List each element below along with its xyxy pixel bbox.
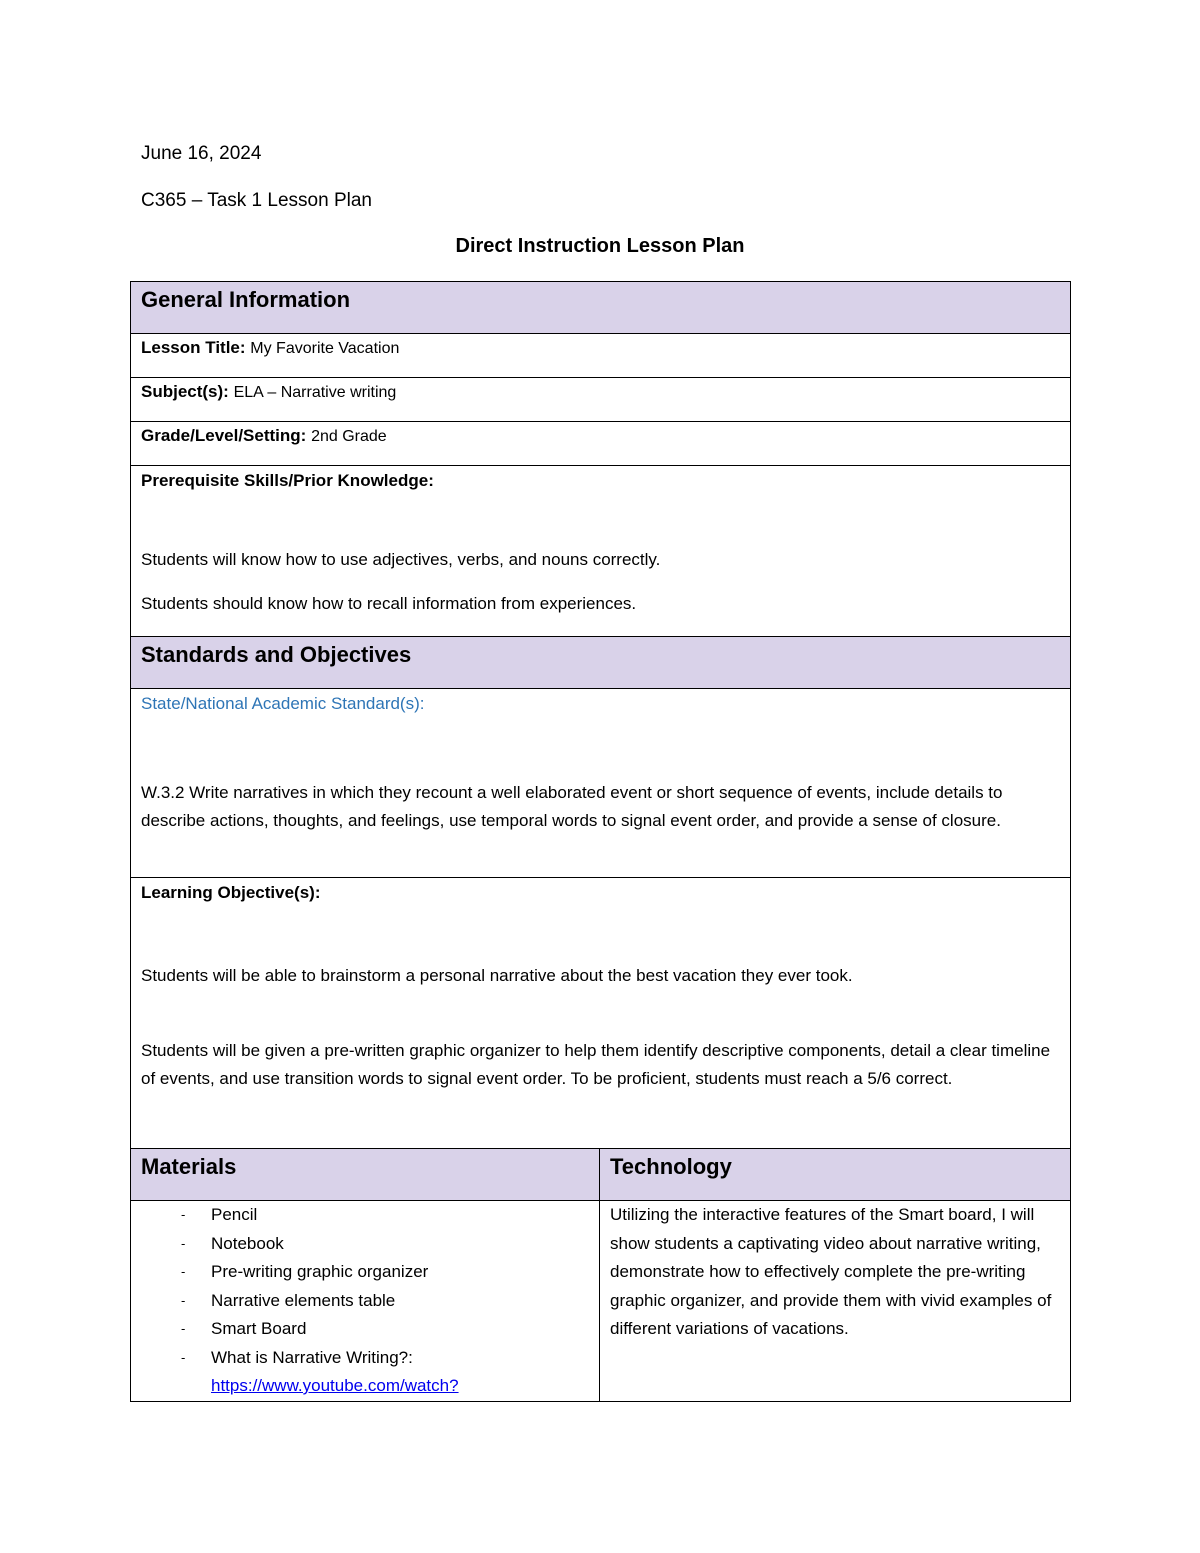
prerequisite-row [131,466,1071,637]
prerequisite-line: Students will know how to use adjectives, verbs, and nouns correctly. [141,550,661,569]
materials-technology-row [131,1201,1071,1402]
lesson-title-label: Lesson Title: [141,338,246,357]
lesson-plan-table [130,281,1071,1402]
grade-label: Grade/Level/Setting: [141,426,307,445]
subjects-row [131,378,1071,422]
list-item: - Smart Board [171,1315,589,1344]
general-information-header-row [131,282,1071,334]
document-title: Direct Instruction Lesson Plan [455,235,745,257]
academic-standard-row [131,689,1071,878]
grade-value: 2nd Grade [311,428,387,445]
course-label: C365 – Task 1 Lesson Plan [141,190,372,211]
lesson-title-value: My Favorite Vacation [250,340,400,357]
general-information-heading: General Information [141,287,351,312]
standards-objectives-header-row [131,637,1071,689]
materials-heading: Materials [141,1154,237,1179]
list-item: - Pre-writing graphic organizer [171,1258,589,1287]
list-item: - Pencil [171,1201,589,1230]
list-item: - What is Narrative Writing?: [171,1344,589,1373]
technology-text: Utilizing the interactive features of the Smart board, I will show students a captivating video about narrative writing, demonstrate how to effectively complete the pre-writing graphic organizer, and provide them with vivid examples of different variations of vacations. [610,1205,1052,1338]
learning-objective-row [131,878,1071,1149]
lesson-title-row [131,334,1071,378]
academic-standard-label: State/National Academic Standard(s): [141,694,425,713]
grade-row [131,422,1071,466]
objective-text: Students will be able to brainstorm a personal narrative about the best vacation they ever took. [141,966,853,985]
standard-text: W.3.2 Write narratives in which they recount a well elaborated event or short sequence of events, include details to describe actions, thoughts, and feelings, use temporal words to signal event order, and provide a sense of closure. [141,783,1003,830]
list-item: - Notebook [171,1230,589,1259]
technology-heading: Technology [610,1154,732,1179]
materials-list [141,1201,589,1372]
standards-objectives-heading: Standards and Objectives [141,642,412,667]
subjects-value: ELA – Narrative writing [233,384,397,401]
prerequisite-label: Prerequisite Skills/Prior Knowledge: [141,471,434,490]
materials-technology-header-row [131,1149,1071,1201]
prerequisite-line: Students should know how to recall information from experiences. [141,594,637,613]
document-date: June 16, 2024 [141,143,262,164]
learning-objective-label: Learning Objective(s): [141,883,321,902]
subjects-label: Subject(s): [141,382,229,401]
video-link[interactable]: https://www.youtube.com/watch? [211,1376,459,1395]
objective-text: Students will be given a pre-written graphic organizer to help them identify descriptive components, detail a clear timeline of events, and use transition words to signal event order. To be proficient, students must reach a 5/6 correct. [141,1041,1051,1088]
list-item: - Narrative elements table [171,1287,589,1316]
